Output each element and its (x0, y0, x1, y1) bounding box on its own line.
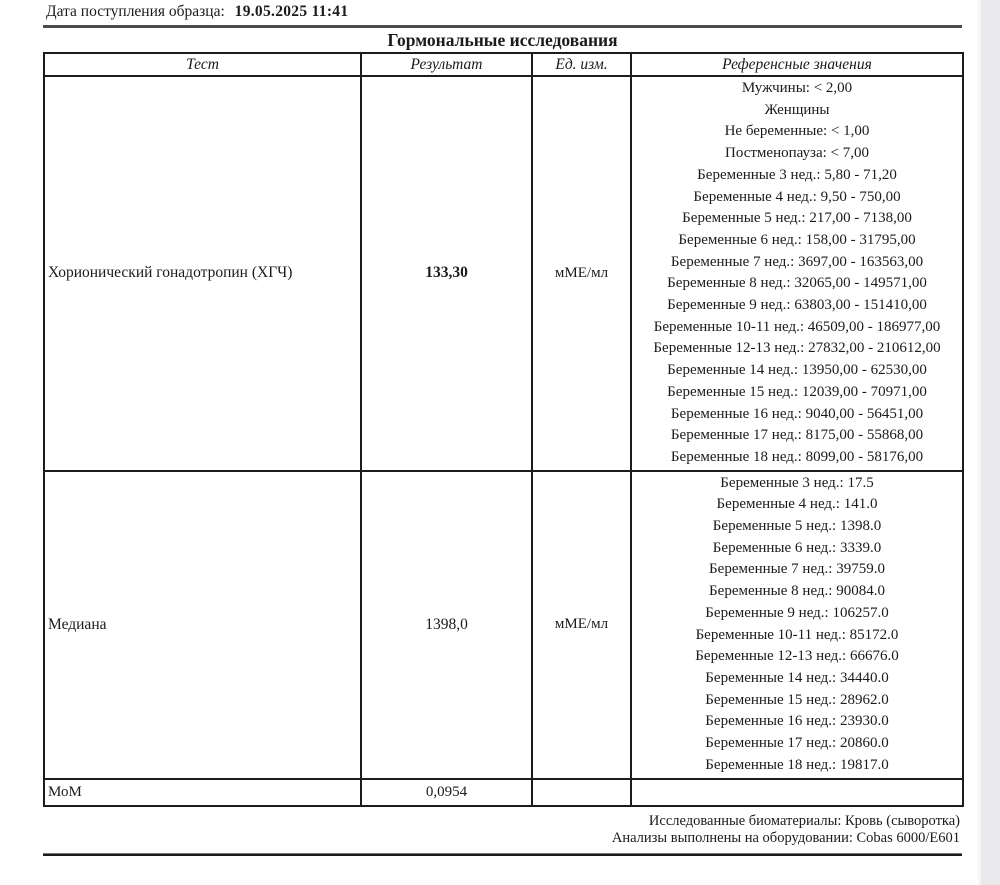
sample-date-value: 19.05.2025 11:41 (234, 3, 349, 20)
reference-line: Постменопауза: < 7,00 (725, 145, 869, 162)
equipment-line: Анализы выполнены на оборудовании: Cobas 6000/E601 (611, 830, 960, 846)
reference-line: Беременные 18 нед.: 19817.0 (705, 756, 889, 773)
reference-line: Беременные 5 нед.: 217,00 - 7138,00 (682, 210, 912, 227)
test-name-hcg: Хорионический гонадотропин (ХГЧ) (44, 76, 361, 471)
reference-line: Беременные 7 нед.: 3697,00 - 163563,00 (670, 253, 924, 270)
reference-line: Мужчины: < 2,00 (741, 80, 853, 96)
report-footer (43, 813, 962, 848)
column-header-references: Референсные значения (631, 53, 963, 76)
results-table (43, 52, 964, 807)
reference-line: Беременные 4 нед.: 9,50 - 750,00 (693, 188, 901, 205)
reference-line: Беременные 3 нед.: 17.5 (720, 474, 874, 491)
reference-line: Не беременные: < 1,00 (724, 123, 870, 140)
reference-line: Женщины (764, 101, 830, 118)
reference-line: Беременные 14 нед.: 34440.0 (705, 669, 889, 686)
reference-line: Беременные 9 нед.: 106257.0 (705, 604, 889, 621)
reference-line: Беременные 3 нед.: 5,80 - 71,20 (697, 166, 897, 183)
sample-date-label: Дата поступления образца: (46, 3, 225, 20)
column-header-result: Результат (361, 53, 532, 76)
column-header-unit: Ед. изм. (532, 53, 631, 76)
result-value-mom: 0,0954 (361, 779, 532, 806)
table-row (44, 779, 963, 806)
reference-line: Беременные 7 нед.: 39759.0 (709, 561, 885, 578)
report-content (43, 0, 962, 856)
reference-line: Беременные 17 нед.: 20860.0 (705, 735, 889, 752)
reference-line: Беременные 16 нед.: 9040,00 - 56451,00 (670, 405, 924, 422)
reference-line: Беременные 9 нед.: 63803,00 - 151410,00 (667, 297, 927, 314)
reference-line: Беременные 16 нед.: 23930.0 (705, 713, 889, 730)
reference-line: Беременные 6 нед.: 158,00 - 31795,00 (678, 231, 916, 248)
reference-line: Беременные 15 нед.: 12039,00 - 70971,00 (667, 383, 927, 400)
unit-median: мМЕ/мл (532, 471, 631, 779)
reference-line: Беременные 4 нед.: 141.0 (716, 496, 878, 513)
result-value-median: 1398,0 (361, 471, 532, 779)
reference-line: Беременные 15 нед.: 28962.0 (705, 691, 889, 708)
reference-values-mom (631, 779, 963, 806)
table-header-row (44, 53, 963, 76)
reference-line: Беременные 5 нед.: 1398.0 (712, 518, 882, 535)
result-value-hcg: 133,30 (361, 76, 532, 471)
biomaterials-line: Исследованные биоматериалы: Кровь (сыворотка) (648, 812, 960, 829)
reference-line: Беременные 14 нед.: 13950,00 - 62530,00 (667, 362, 927, 379)
reference-line: Беременные 17 нед.: 8175,00 - 55868,00 (670, 427, 924, 444)
reference-line: Беременные 8 нед.: 32065,00 - 149571,00 (667, 275, 927, 292)
footer-divider (43, 853, 962, 856)
reference-line: Беременные 10-11 нед.: 46509,00 - 186977,00 (653, 318, 941, 335)
report-title: Гормональные исследования (387, 30, 618, 50)
reference-values-hcg (631, 76, 963, 471)
column-header-test: Тест (44, 53, 361, 76)
test-name-median: Медиана (44, 471, 361, 779)
sample-date-line (43, 0, 962, 21)
reference-line: Беременные 12-13 нед.: 66676.0 (695, 648, 899, 665)
table-row (44, 76, 963, 471)
table-row (44, 471, 963, 779)
test-name-mom: МоМ (44, 779, 361, 806)
photo-edge-strip (978, 0, 1000, 885)
reference-line: Беременные 10-11 нед.: 85172.0 (695, 626, 899, 643)
reference-line: Беременные 12-13 нед.: 27832,00 - 210612,00 (653, 340, 941, 357)
unit-hcg: мМЕ/мл (532, 76, 631, 471)
reference-line: Беременные 8 нед.: 90084.0 (709, 583, 885, 600)
header-divider (43, 25, 962, 28)
unit-mom (532, 779, 631, 806)
reference-line: Беременные 18 нед.: 8099,00 - 58176,00 (670, 448, 924, 465)
reference-line: Беременные 6 нед.: 3339.0 (712, 539, 882, 556)
reference-values-median (631, 471, 963, 779)
